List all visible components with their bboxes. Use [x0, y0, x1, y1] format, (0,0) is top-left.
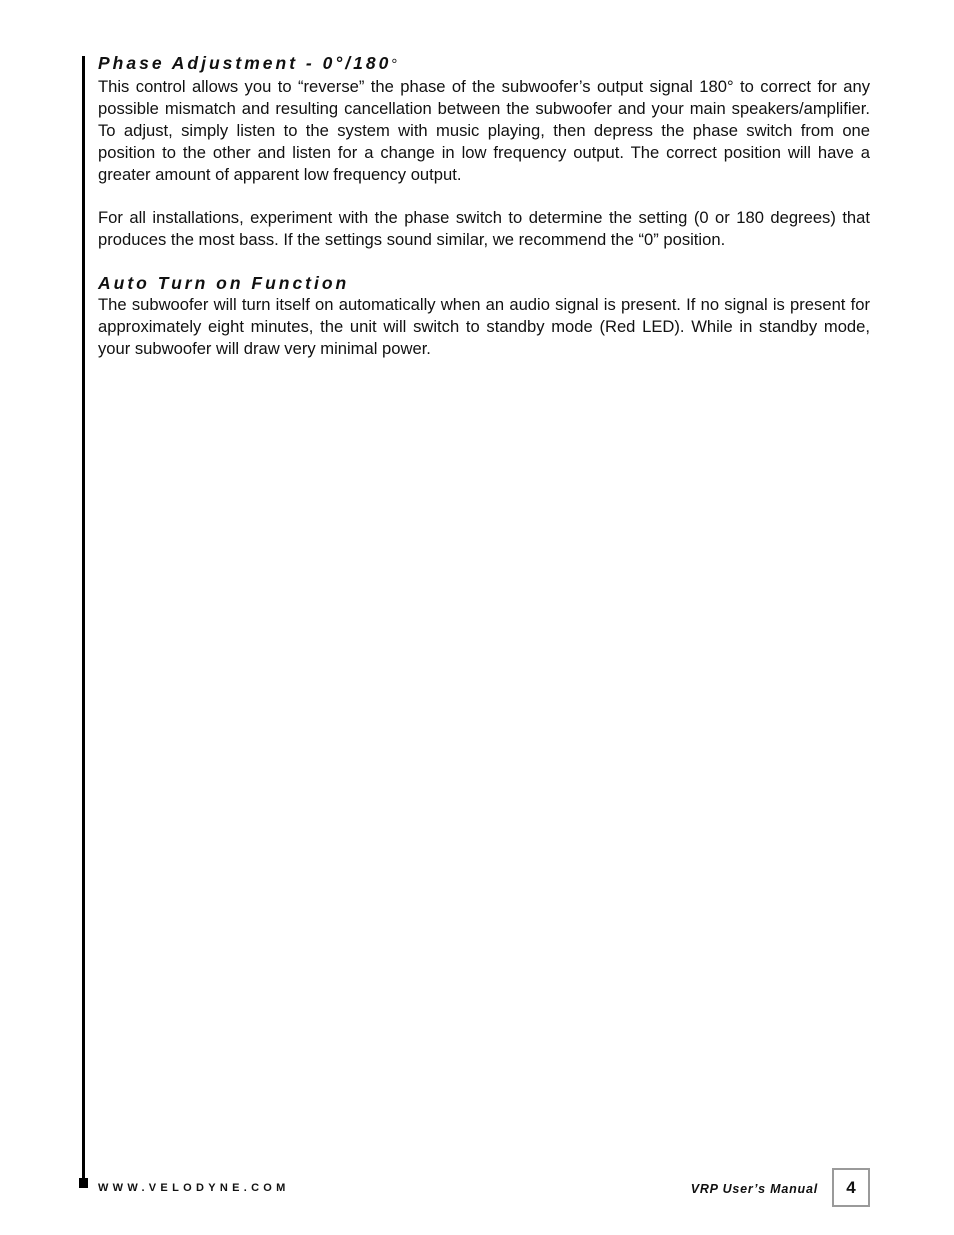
- paragraph: This control allows you to “reverse” the phase of the subwoofer’s output signal 180° to correct for any possible mismatch and resulting cancellation between the subwoofer and your main speakers/amplifier. To adjust, simply listen to the system with music playing, then depress the phase switch from one position to the other and listen for a change in low frequency output. The correct position will have a greater amount of apparent low frequency output.: [98, 77, 870, 184]
- left-margin-rule: [82, 56, 85, 1184]
- section-heading: Auto Turn on Function: [98, 273, 350, 293]
- phase-adjustment-section: [98, 52, 870, 251]
- page-content: [98, 52, 870, 360]
- page-number-box: [832, 1168, 870, 1207]
- margin-rule-end-marker: [79, 1178, 88, 1188]
- page-number: 4: [846, 1177, 856, 1197]
- section-heading: [98, 52, 870, 76]
- footer-website-url: WWW.VELODYNE.COM: [98, 1182, 290, 1194]
- footer-manual-title: VRP User’s Manual: [690, 1182, 818, 1196]
- paragraph: The subwoofer will turn itself on automatically when an audio signal is present. If no signal is present for approximately eight minutes, the unit will switch to standby mode (Red LED). While in standby mode, your subwoofer will draw very minimal power.: [98, 295, 870, 358]
- heading-text: Phase Adjustment - 0°/180: [98, 53, 392, 73]
- heading-degree-symbol: °: [391, 56, 398, 73]
- auto-turn-on-section: [98, 272, 870, 360]
- paragraph: For all installations, experiment with the phase switch to determine the setting (0 or 180 degrees) that produces the most bass. If the settings sound similar, we recommend the “0” position.: [98, 208, 870, 249]
